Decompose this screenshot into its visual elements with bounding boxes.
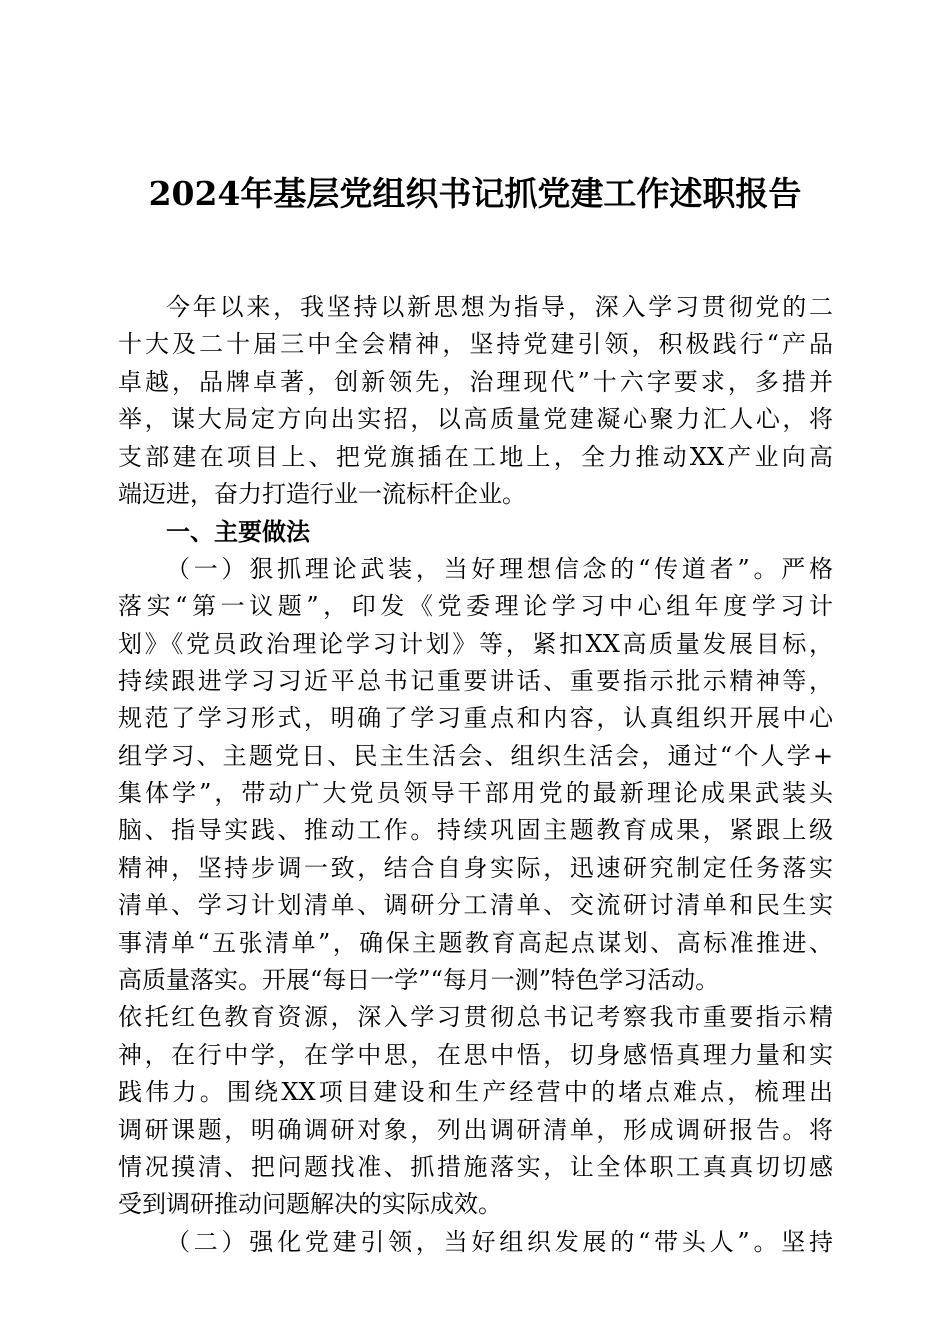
paragraph-line: 事清单“五张清单”，确保主题教育高起点谋划、高标准推进、 bbox=[118, 928, 833, 957]
paragraph-line: 划》《党员政治理论学习计划》等，紧扣XX高质量发展目标， bbox=[118, 629, 833, 658]
page-title: 2024年基层党组织书记抓党建工作述职报告 bbox=[148, 174, 802, 213]
paragraph-line: 持续跟进学习习近平总书记重要讲话、重要指示批示精神等， bbox=[118, 666, 833, 695]
paragraph-line: 支部建在项目上、把党旗插在工地上，全力推动XX产业向高 bbox=[118, 442, 833, 471]
paragraph-line: 依托红色教育资源，深入学习贯彻总书记考察我市重要指示精 bbox=[118, 1003, 833, 1032]
paragraph-line: 清单、学习计划清单、调研分工清单、交流研讨清单和民生实 bbox=[118, 891, 833, 920]
paragraph-line: （一）狠抓理论武装，当好理想信念的“传道者”。严格 bbox=[166, 554, 833, 583]
paragraph-line: 脑、指导实践、推动工作。持续巩固主题教育成果，紧跟上级 bbox=[118, 816, 833, 845]
paragraph-line: 精神，坚持步调一致，结合自身实际，迅速研究制定任务落实 bbox=[118, 853, 833, 882]
paragraph-line: 情况摸清、把问题找准、抓措施落实，让全体职工真真切切感 bbox=[118, 1152, 833, 1181]
paragraph-line: 卓越，品牌卓著，创新领先，治理现代”十六字要求，多措并 bbox=[118, 367, 833, 396]
paragraph-line: 组学习、主题党日、民主生活会、组织生活会，通过“个人学+ bbox=[118, 741, 833, 770]
paragraph-line: 落实“第一议题”，印发《党委理论学习中心组年度学习计 bbox=[118, 592, 833, 621]
paragraph-line: 践伟力。围绕XX项目建设和生产经营中的堵点难点，梳理出 bbox=[118, 1078, 833, 1107]
paragraph-line: 集体学”，带动广大党员领导干部用党的最新理论成果武装头 bbox=[118, 779, 833, 808]
paragraph-line: 端迈进，奋力打造行业一流标杆企业。 bbox=[118, 479, 526, 508]
paragraph-line: （二）强化党建引领，当好组织发展的“带头人”。坚持 bbox=[166, 1227, 833, 1256]
section-heading: 一、主要做法 bbox=[166, 517, 310, 547]
paragraph-line: 受到调研推动问题解决的实际成效。 bbox=[118, 1190, 502, 1219]
paragraph-line: 规范了学习形式，明确了学习重点和内容，认真组织开展中心 bbox=[118, 704, 833, 733]
paragraph-line: 神，在行中学，在学中思，在思中悟，切身感悟真理力量和实 bbox=[118, 1040, 833, 1069]
paragraph-line: 十大及二十届三中全会精神，坚持党建引领，积极践行“产品 bbox=[118, 330, 833, 359]
paragraph-line: 举，谋大局定方向出实招，以高质量党建凝心聚力汇人心，将 bbox=[118, 405, 833, 434]
paragraph-line: 今年以来，我坚持以新思想为指导，深入学习贯彻党的二 bbox=[166, 293, 833, 321]
paragraph-line: 高质量落实。开展“每日一学”“每月一测”特色学习活动。 bbox=[118, 966, 720, 995]
paragraph-line: 调研课题，明确调研对象，列出调研清单，形成调研报告。将 bbox=[118, 1115, 833, 1144]
document-body bbox=[118, 289, 833, 1261]
